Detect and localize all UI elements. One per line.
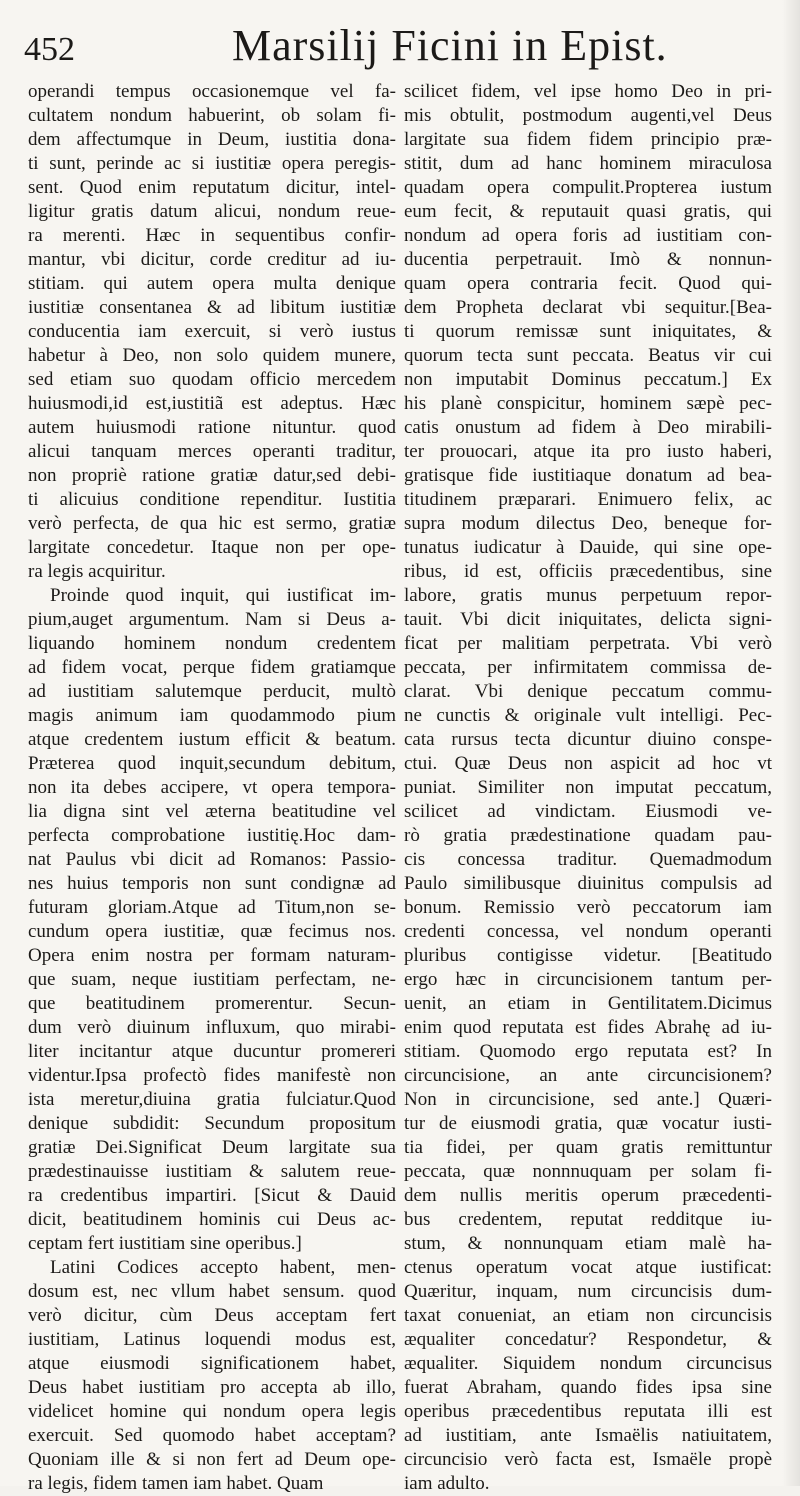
text-line: ra merenti. Hæc in sequentibus confir- (28, 225, 396, 246)
running-head-title: Marsilij Ficini in Epist. (232, 21, 668, 70)
text-line: iustitiæ consentanea & ad libitum iustitiæ (28, 297, 396, 318)
text-line: supra modum dilectus Deo, beneque for- (404, 513, 772, 534)
text-line: nat Paulus vbi dicit ad Romanos: Passio- (28, 849, 396, 870)
text-line: uenit, an etiam in Gentilitatem.Dicimus (404, 993, 772, 1014)
text-line: atque credentem iustum efficit & beatum. (28, 729, 396, 750)
text-line: magis animum iam quodammodo pium (28, 705, 396, 726)
text-line: titudinem præparari. Enimuero felix, ac (404, 489, 772, 510)
text-line: ra legis acquiritur. (28, 561, 166, 582)
text-line: cundum opera iustitiæ, quæ fecimus nos. (28, 921, 396, 942)
text-line: enim quod reputata est fides Abrahę ad iu- (404, 1017, 772, 1038)
page-edge-shadow (782, 0, 800, 1486)
text-line: non ita debes accipere, vt opera tempora- (28, 777, 396, 798)
text-line: ad iustitiam, ante Ismaëlis natiuitatem, (404, 1425, 772, 1446)
text-line: mantur, vbi dicitur, corde creditur ad iu- (28, 249, 396, 270)
text-line: iustitiam, Latinus loquendi modus est, (28, 1329, 396, 1350)
text-line: verò perfecta, de qua hic est sermo, gratiæ (28, 513, 396, 534)
text-line: pium,auget argumentum. Nam si Deus a- (28, 609, 396, 630)
text-line: quam opera contraria fecit. Quod qui- (404, 273, 772, 294)
text-line: ribus, id est, officiis præcedentibus, sine (404, 561, 772, 582)
text-line: alicui tanquam merces operanti traditur, (28, 441, 396, 462)
text-line: atque eiusmodi significationem habet, (28, 1353, 396, 1374)
text-line: bus credentem, reputat redditque iu- (404, 1209, 772, 1230)
text-line: ctenus operatum vocat atque iustificat: (404, 1257, 772, 1278)
text-line: denique subdidit: Secundum propositum (28, 1113, 396, 1134)
text-line: operibus præcedentibus reputata illi est (404, 1401, 772, 1422)
text-line: ad iustitiam salutemque perducit, multò (28, 681, 396, 702)
text-line: perfecta comprobatione iustitię.Hoc dam- (28, 825, 396, 846)
text-line: scilicet ad vindictam. Eiusmodi ve- (404, 801, 772, 822)
text-line: operandi tempus occasionemque vel fa- (28, 81, 396, 102)
text-line: dem nullis meritis operum præcedenti- (404, 1185, 772, 1206)
text-line: lia digna sint vel æterna beatitudine vel (28, 801, 396, 822)
text-line: peccata, quæ nonnnuquam per solam fi- (404, 1161, 772, 1182)
text-line: Quoniam ille & si non fert ad Deum ope- (28, 1449, 396, 1470)
text-line: videlicet homine qui nondum opera legis (28, 1401, 396, 1422)
text-line: videntur.Ipsa profectò fides manifestè non (28, 1065, 396, 1086)
text-line: ne cunctis & originale vult intelligi. Pec- (404, 705, 772, 726)
text-line: ligitur gratis datum alicui, nondum reue- (28, 201, 396, 222)
text-line: rò gratia prædestinatione quadam pau- (404, 825, 772, 846)
text-line: cultatem nondum habuerint, ob solam fi- (28, 105, 396, 126)
text-line: que suam, neque iustitiam perfectam, ne- (28, 969, 396, 990)
text-line: Latini Codices accepto habent, men- (50, 1257, 396, 1278)
text-line: ficat per malitiam perpetrata. Vbi verò (404, 633, 772, 654)
text-line: ti sunt, perinde ac si iustitiæ opera peregis- (28, 153, 396, 174)
text-line: stitiam. qui autem opera multa denique (28, 273, 396, 294)
text-line: taxat conueniat, an etiam non circuncisis (404, 1305, 772, 1326)
left-text-column (28, 80, 396, 1496)
text-line: æqualiter. Siquidem nondum circuncisus (404, 1353, 772, 1374)
text-line: circuncisio verò facta est, Ismaële propè (404, 1449, 772, 1470)
text-line: ceptam fert iustitiam sine operibus.] (28, 1233, 302, 1254)
text-line: cata rursus tecta dicuntur diuino conspe- (404, 729, 772, 750)
right-text-column (404, 80, 772, 1496)
text-line: Paulo similibusque diuinitus compulsis ad (404, 873, 772, 894)
text-line: eum fecit, & reputauit quasi gratis, qui (404, 201, 772, 222)
text-line: tunatus iudicatur à Dauide, qui sine ope- (404, 537, 772, 558)
text-line: scilicet fidem, vel ipse homo Deo in pri- (404, 81, 772, 102)
text-line: Non in circuncisione, sed ante.] Quæri- (404, 1089, 772, 1110)
text-line: pluribus contigisse videtur. [Beatitudo (404, 945, 772, 966)
text-line: nes huius temporis non sunt condignæ ad (28, 873, 396, 894)
text-line: prædestinauisse iustitiam & salutem reue- (28, 1161, 396, 1182)
text-line: cis concessa traditur. Quemadmodum (404, 849, 772, 870)
text-line: puniat. Similiter non imputat peccatum, (404, 777, 772, 798)
text-line: dosum est, nec vllum habet sensum. quod (28, 1281, 396, 1302)
text-line: liquando hominem nondum credentem (28, 633, 396, 654)
text-line: dicit, beatitudinem hominis cui Deus ac- (28, 1209, 396, 1230)
text-line: his planè conspicitur, hominem sæpè pec- (404, 393, 772, 414)
text-line: dum verò diuinum influxum, quo mirabi- (28, 1017, 396, 1038)
text-line: credenti concessa, vel nondum operanti (404, 921, 772, 942)
text-line: non imputabit Dominus peccatum.] Ex (404, 369, 772, 390)
text-line: quadam opera compulit.Propterea iustum (404, 177, 772, 198)
text-line: gratisque fide iustitiaque donatum ad bea- (404, 465, 772, 486)
text-line: circuncisione, an ante circuncisionem? (404, 1065, 772, 1086)
text-line: ra credentibus impartiri. [Sicut & Dauid (28, 1185, 396, 1206)
text-line: stitit, dum ad hanc hominem miraculosa (404, 153, 772, 174)
text-line: sed etiam suo quodam officio mercedem (28, 369, 396, 390)
text-line: dem affectumque in Deum, iustitia dona- (28, 129, 396, 150)
text-line: tauit. Vbi dicit iniquitates, delicta signi- (404, 609, 772, 630)
text-line: Proinde quod inquit, qui iustificat im- (50, 585, 396, 606)
text-line: ra legis, fidem tamen iam habet. Quam (28, 1473, 324, 1494)
text-line: nondum ad opera foris ad iustitiam con- (404, 225, 772, 246)
text-line: fuerat Abraham, quando fides ipsa sine (404, 1377, 772, 1398)
text-line: catis onustum ad fidem à Deo mirabili- (404, 417, 772, 438)
text-line: labore, gratis munus perpetuum repor- (404, 585, 772, 606)
text-line: stitiam. Quomodo ergo reputata est? In (404, 1041, 772, 1062)
text-line: gratiæ Dei.Significat Deum largitate sua (28, 1137, 396, 1158)
text-line: bonum. Remissio verò peccatorum iam (404, 897, 772, 918)
text-line: que beatitudinem promerentur. Secun- (28, 993, 396, 1014)
text-line: ti alicuius conditione rependitur. Iustitia (28, 489, 396, 510)
text-line: Quæritur, inquam, num circuncisis dum- (404, 1281, 772, 1302)
text-line: dem Propheta declarat vbi sequitur.[Bea- (404, 297, 772, 318)
text-line: ducentia perpetrauit. Imò & nonnun- (404, 249, 772, 270)
text-line: futuram gloriam.Atque ad Titum,non se- (28, 897, 396, 918)
text-line: stum, & nonnunquam etiam malè ha- (404, 1233, 772, 1254)
text-line: Deus habet iustitiam pro accepta ab illo, (28, 1377, 396, 1398)
text-line: tia fidei, per quam gratis remittuntur (404, 1137, 772, 1158)
text-line: verò dicitur, cùm Deus acceptam fert (28, 1305, 396, 1326)
text-line: tur de eiusmodi gratia, quæ vocatur iusti- (404, 1113, 772, 1134)
text-line: æqualiter concedatur? Respondetur, & (404, 1329, 772, 1350)
text-line: quorum tecta sunt peccata. Beatus vir cui (404, 345, 772, 366)
text-line: huiusmodi,id est,iustitiã est adeptus. Hæc (28, 393, 396, 414)
text-line: ctui. Quæ Deus non aspicit ad hoc vt (404, 753, 772, 774)
page-number: 452 (24, 31, 75, 68)
text-line: largitate concedetur. Itaque non per ope- (28, 537, 396, 558)
text-line: ter prouocari, atque ita pro iusto haberi, (404, 441, 772, 462)
text-line: ad fidem vocat, perque fidem gratiamque (28, 657, 396, 678)
text-line: conducentia iam exercuit, si verò iustus (28, 321, 396, 342)
text-line: largitate sua fidem fidem principio præ- (404, 129, 772, 150)
text-line: ti quorum remissæ sunt iniquitates, & (404, 321, 772, 342)
text-line: habetur à Deo, non solo quidem munere, (28, 345, 396, 366)
text-line: iam adulto. (404, 1473, 490, 1494)
text-line: ergo hæc in circuncisionem tantum per- (404, 969, 772, 990)
text-line: ista meretur,diuina gratia fulciatur.Quod (28, 1089, 396, 1110)
text-line: mis obtulit, postmodum augenti,vel Deus (404, 105, 772, 126)
text-line: Opera enim nostra per formam naturam- (28, 945, 396, 966)
text-line: non propriè ratione gratiæ datur,sed debi- (28, 465, 396, 486)
text-line: peccata, per infirmitatem commissa de- (404, 657, 772, 678)
text-line: sent. Quod enim reputatum dicitur, intel- (28, 177, 396, 198)
text-line: clarat. Vbi denique peccatum commu- (404, 681, 772, 702)
text-line: autem huiusmodi ratione nituntur. quod (28, 417, 396, 438)
text-line: liter incitantur atque ducuntur promereri (28, 1041, 396, 1062)
text-line: Præterea quod inquit,secundum debitum, (28, 753, 396, 774)
text-line: exercuit. Sed quomodo habet acceptam? (28, 1425, 396, 1446)
